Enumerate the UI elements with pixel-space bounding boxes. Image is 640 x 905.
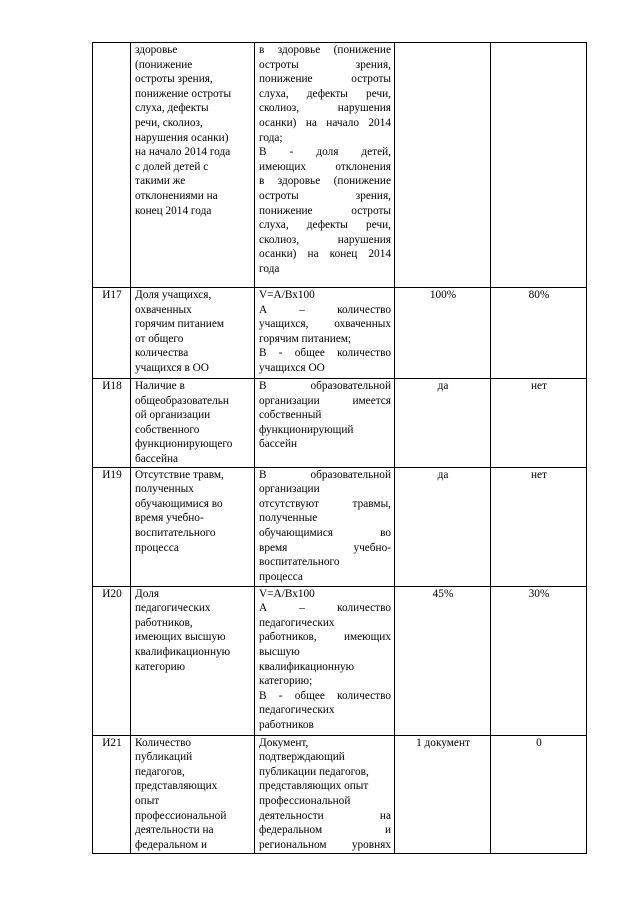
table-row bbox=[93, 735, 587, 853]
indicators-table bbox=[92, 42, 587, 854]
calculation-text-line: организации имеется bbox=[259, 394, 391, 407]
calculation-text-line: В - общее количество bbox=[259, 689, 391, 702]
calculation-text-line: в здоровье (понижение bbox=[259, 44, 391, 56]
calculation-text-line: время учебно- bbox=[259, 541, 391, 554]
indicator-code: И17 bbox=[93, 288, 131, 379]
target-value: 1 документ bbox=[395, 735, 491, 853]
calculation-text-line: учащихся, охваченных bbox=[259, 318, 391, 331]
indicator-text-line: с долей детей с bbox=[135, 160, 209, 173]
table-row bbox=[93, 586, 587, 735]
actual-value: нет bbox=[491, 379, 587, 468]
calculation-text-line: работников, имеющих bbox=[259, 631, 391, 644]
calculation-text-line: организации bbox=[259, 483, 320, 496]
indicator-text-line: Количество bbox=[135, 736, 191, 749]
indicator-description bbox=[131, 379, 255, 468]
target-value: да bbox=[395, 467, 491, 586]
indicator-description bbox=[131, 467, 255, 586]
calculation-text-line: профессиональной bbox=[259, 794, 351, 807]
calculation-text-line: обучающимися во bbox=[259, 526, 391, 539]
calculation-text-line: функционирующий bbox=[259, 423, 354, 436]
indicator-text-line: категорию bbox=[135, 660, 186, 673]
indicator-description bbox=[131, 586, 255, 735]
actual-value bbox=[491, 43, 587, 288]
indicator-code: И19 bbox=[93, 467, 131, 586]
indicator-text-line: от общего bbox=[135, 332, 184, 345]
indicator-text-line: педагогических bbox=[135, 602, 211, 615]
indicator-text-line: работников, bbox=[135, 616, 193, 629]
indicator-text-line: Наличие в bbox=[135, 380, 185, 392]
calculation-text-line: остроты зрения, bbox=[259, 189, 391, 202]
calculation-text-line: В - общее количество bbox=[259, 347, 391, 360]
indicator-text-line: ой организации bbox=[135, 409, 211, 422]
calculation-text-line: В образовательной bbox=[259, 468, 391, 481]
target-value: 45% bbox=[395, 586, 491, 735]
calculation-text-line: понижение остроты bbox=[259, 73, 391, 86]
calculation-text-line: высшую bbox=[259, 645, 300, 658]
indicator-text-line: количества bbox=[135, 347, 189, 360]
calculation-text-line: года; bbox=[259, 131, 283, 144]
calculation-text-line: учащихся ОО bbox=[259, 361, 325, 374]
indicator-text-line: понижение остроты bbox=[135, 87, 232, 100]
indicator-text-line: нарушения осанки) bbox=[135, 131, 229, 144]
indicator-text-line: (понижение bbox=[135, 58, 193, 71]
indicator-text-line: Доля учащихся, bbox=[135, 289, 212, 301]
target-value bbox=[395, 43, 491, 288]
calculation-text-line: года bbox=[259, 262, 280, 275]
indicator-text-line: деятельности на bbox=[135, 824, 214, 837]
calculation-text-line: В - доля детей, bbox=[259, 146, 391, 159]
actual-value: нет bbox=[491, 467, 587, 586]
calculation-text-line: осанки) на конец 2014 bbox=[259, 248, 391, 261]
calculation-text-line: собственный bbox=[259, 409, 322, 422]
calculation-text-line: V=А/Вх100 bbox=[259, 587, 315, 600]
calculation-method bbox=[255, 288, 395, 379]
indicator-text-line: учащихся в ОО bbox=[135, 361, 209, 374]
indicator-text-line: конец 2014 года bbox=[135, 204, 212, 217]
indicator-code bbox=[93, 43, 131, 288]
calculation-text-line: педагогических bbox=[259, 704, 335, 717]
calculation-text-line: А – количество bbox=[259, 303, 391, 316]
calculation-text-line: отсутствуют травмы, bbox=[259, 497, 391, 510]
table-row bbox=[93, 288, 587, 379]
actual-value: 0 bbox=[491, 735, 587, 853]
indicator-text-line: отклонениями на bbox=[135, 189, 218, 202]
calculation-text-line: квалификационную bbox=[259, 660, 355, 673]
calculation-text-line: процесса bbox=[259, 570, 303, 583]
calculation-text-line: сколиоз, нарушения bbox=[259, 233, 391, 246]
calculation-text-line: остроты зрения, bbox=[259, 58, 391, 71]
calculation-text-line: В образовательной bbox=[259, 380, 391, 392]
indicator-code: И20 bbox=[93, 586, 131, 735]
indicator-text-line: общеобразовательн bbox=[135, 394, 229, 407]
indicator-description bbox=[131, 288, 255, 379]
calculation-text-line: имеющих отклонения bbox=[259, 160, 391, 173]
calculation-text-line: Документ, bbox=[259, 736, 309, 749]
indicators-table-body bbox=[93, 43, 587, 854]
calculation-text-line: воспитательного bbox=[259, 556, 340, 569]
calculation-text-line: сколиоз, нарушения bbox=[259, 102, 391, 115]
calculation-text-line: представляющих опыт bbox=[259, 780, 369, 793]
indicator-text-line: воспитательного bbox=[135, 526, 216, 539]
calculation-text-line: слуха, дефекты речи, bbox=[259, 87, 391, 100]
indicator-description bbox=[131, 43, 255, 288]
calculation-text-line: в здоровье (понижение bbox=[259, 175, 391, 188]
table-row bbox=[93, 43, 587, 288]
calculation-text-line: работников bbox=[259, 718, 314, 731]
indicator-text-line: бассейна bbox=[135, 452, 179, 465]
calculation-method bbox=[255, 735, 395, 853]
calculation-text-line: понижение остроты bbox=[259, 204, 391, 217]
indicator-text-line: опыт bbox=[135, 794, 160, 807]
calculation-text-line: полученные bbox=[259, 512, 318, 525]
calculation-text-line: публикации педагогов, bbox=[259, 765, 369, 778]
indicator-code: И21 bbox=[93, 735, 131, 853]
calculation-text-line: горячим питанием; bbox=[259, 332, 352, 345]
actual-value: 80% bbox=[491, 288, 587, 379]
indicator-description bbox=[131, 735, 255, 853]
calculation-method bbox=[255, 43, 395, 288]
calculation-text-line: деятельности на bbox=[259, 809, 391, 822]
indicator-text-line: здоровье bbox=[135, 44, 178, 56]
calculation-text-line: подтверждающий bbox=[259, 751, 345, 764]
calculation-method bbox=[255, 379, 395, 468]
indicator-text-line: публикаций bbox=[135, 751, 193, 764]
indicator-code: И18 bbox=[93, 379, 131, 468]
indicator-text-line: речи, сколиоз, bbox=[135, 116, 203, 129]
indicator-text-line: полученных bbox=[135, 483, 194, 496]
indicator-text-line: горячим питанием bbox=[135, 318, 224, 331]
indicator-text-line: представляющих bbox=[135, 780, 218, 793]
indicator-text-line: функционирующего bbox=[135, 438, 233, 451]
calculation-text-line: V=А/Вх100 bbox=[259, 289, 315, 301]
indicator-text-line: профессиональной bbox=[135, 809, 227, 822]
calculation-text-line: категорию; bbox=[259, 675, 313, 688]
target-value: 100% bbox=[395, 288, 491, 379]
calculation-text-line: осанки) на начало 2014 bbox=[259, 116, 391, 129]
indicator-text-line: Отсутствие травм, bbox=[135, 468, 224, 481]
calculation-text-line: педагогических bbox=[259, 616, 335, 629]
indicator-text-line: время учебно- bbox=[135, 512, 204, 525]
indicator-text-line: слуха, дефекты bbox=[135, 102, 209, 115]
calculation-text-line: федеральном и bbox=[259, 824, 391, 837]
actual-value: 30% bbox=[491, 586, 587, 735]
calculation-text-line: А – количество bbox=[259, 602, 391, 615]
calculation-text-line: слуха, дефекты речи, bbox=[259, 219, 391, 232]
indicator-text-line: Доля bbox=[135, 587, 160, 600]
indicator-text-line: собственного bbox=[135, 423, 200, 436]
target-value: да bbox=[395, 379, 491, 468]
indicator-text-line: имеющих высшую bbox=[135, 631, 226, 644]
indicator-text-line: процесса bbox=[135, 541, 179, 554]
indicator-text-line: квалификационную bbox=[135, 645, 231, 658]
table-row bbox=[93, 379, 587, 468]
indicator-text-line: остроты зрения, bbox=[135, 73, 213, 86]
calculation-text-line: бассейн bbox=[259, 438, 298, 451]
indicator-text-line: федеральном и bbox=[135, 838, 207, 851]
calculation-method bbox=[255, 586, 395, 735]
calculation-text-line: региональном уровнях bbox=[259, 838, 391, 851]
indicator-text-line: обучающимися во bbox=[135, 497, 223, 510]
indicator-text-line: такими же bbox=[135, 175, 186, 188]
indicator-text-line: охваченных bbox=[135, 303, 192, 316]
table-row bbox=[93, 467, 587, 586]
calculation-method bbox=[255, 467, 395, 586]
indicator-text-line: на начало 2014 года bbox=[135, 146, 231, 159]
indicator-text-line: педагогов, bbox=[135, 765, 185, 778]
